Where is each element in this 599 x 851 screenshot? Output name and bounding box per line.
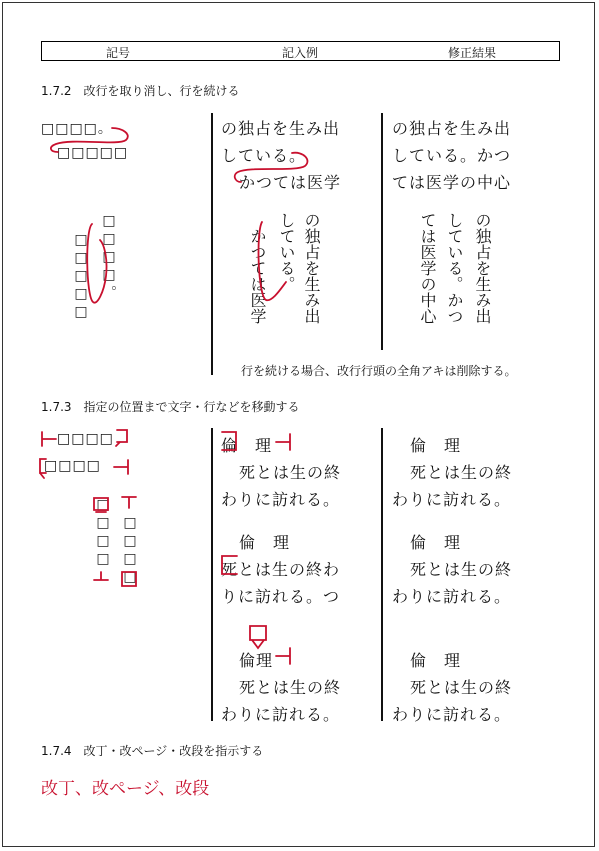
ex173-1-line2: わりに訪れる。: [221, 490, 341, 509]
section-title-172: 1.7.2 改行を取り消し、行を続ける: [41, 84, 240, 98]
ex172-h-line1: の独占を生み出: [221, 119, 341, 138]
res172-h-line2: している。かつ: [392, 146, 512, 165]
header-example: 記入例: [282, 46, 319, 60]
res173-3-line2: わりに訪れる。: [392, 705, 512, 724]
ex173-3-line2: わりに訪れる。: [221, 705, 341, 724]
ex172-h-line2: している。: [221, 146, 307, 165]
ex173-3-title: 倫理: [239, 651, 274, 670]
sym173-vcol2: □□□□: [122, 515, 138, 587]
ex172-v-col2: している。: [277, 212, 296, 292]
ex173-2-line2: りに訪れる。つ: [221, 587, 341, 606]
ex173-2-title: 倫 理: [239, 533, 291, 552]
res172-h-line1: の独占を生み出: [392, 119, 512, 138]
ex172-h-line3: かつては医学: [239, 173, 342, 192]
rule-172-b: [381, 113, 383, 350]
ex173-3-line1: 死とは生の終: [239, 678, 342, 697]
res173-3-title: 倫 理: [410, 651, 462, 670]
ex173-1-line1: 死とは生の終: [239, 463, 342, 482]
res172-v-col2: している。かつ: [445, 212, 464, 324]
res173-2-title: 倫 理: [410, 533, 462, 552]
header-table: [41, 41, 560, 61]
ex173-1-title: 倫 理: [221, 436, 273, 455]
section-title-174: 1.7.4 改丁・改ページ・改段を指示する: [41, 744, 264, 758]
ex172-v-col3: かつては医学: [248, 228, 267, 324]
res172-h-line3: ては医学の中心: [392, 173, 512, 192]
rule-173-b: [381, 428, 383, 721]
note-172: 行を続ける場合、改行行頭の全角アキは削除する。: [241, 364, 517, 378]
rule-172-a: [211, 113, 213, 375]
res173-1-line2: わりに訪れる。: [392, 490, 512, 509]
page-break-marks: 改丁、改ページ、改段: [41, 779, 210, 799]
section-title-173: 1.7.3 指定の位置まで文字・行などを移動する: [41, 400, 300, 414]
res172-v-col1: の独占を生み出: [473, 212, 492, 324]
sym173-row1: □□□□: [57, 431, 114, 447]
ex173-2-line1: 死とは生の終わ: [221, 560, 341, 579]
sym172-vcol1: □□□□。: [101, 213, 117, 301]
rule-173-a: [211, 428, 213, 721]
header-result: 修正結果: [448, 46, 497, 60]
sym172-vcol2: □□□□□: [73, 232, 89, 322]
res173-2-line2: わりに訪れる。: [392, 587, 512, 606]
res173-3-line1: 死とは生の終: [410, 678, 513, 697]
sym172-line2: □□□□□: [57, 145, 129, 161]
header-symbol: 記号: [106, 46, 131, 60]
sym172-line1: □□□□。: [41, 121, 113, 137]
res173-2-line1: 死とは生の終: [410, 560, 513, 579]
sym173-row2: □□□□: [44, 458, 101, 474]
res173-1-title: 倫 理: [410, 436, 462, 455]
res173-1-line1: 死とは生の終: [410, 463, 513, 482]
res172-v-col3: ては医学の中心: [418, 212, 437, 324]
ex172-v-col1: の独占を生み出: [302, 212, 321, 324]
sym173-vcol1: □□□□: [95, 497, 111, 569]
